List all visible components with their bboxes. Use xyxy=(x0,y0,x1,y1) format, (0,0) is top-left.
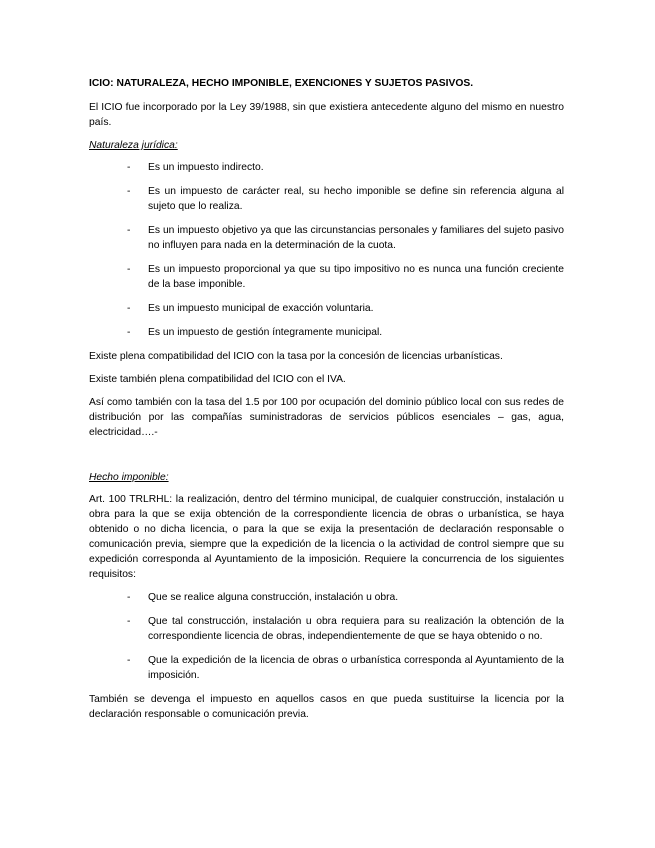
compatibility-dominio-paragraph: Así como también con la tasa del 1.5 por 100 por ocupación del dominio público local con sus redes de distribución por las compañías suministradoras de servicios públicos esenciales – gas, agua, electricidad….- xyxy=(89,397,564,438)
naturaleza-list xyxy=(89,160,564,340)
document-title: ICIO: NATURALEZA, HECHO IMPONIBLE, EXENCIONES Y SUJETOS PASIVOS. xyxy=(89,78,474,89)
dash-bullet: - xyxy=(127,162,131,173)
compatibility-iva-paragraph: Existe también plena compatibilidad del ICIO con el IVA. xyxy=(89,374,346,385)
list-item-text: Es un impuesto proporcional ya que su tipo impositivo no es nunca una función creciente de la base imponible. xyxy=(148,264,564,290)
dash-bullet: - xyxy=(127,225,131,236)
section-spacer xyxy=(89,448,564,470)
dash-bullet: - xyxy=(127,592,131,603)
list-item xyxy=(89,160,564,175)
requisitos-list xyxy=(89,590,564,683)
list-item xyxy=(89,325,564,340)
list-item xyxy=(89,301,564,316)
list-item xyxy=(89,590,564,605)
list-item-text: Es un impuesto de carácter real, su hecho imponible se define sin referencia alguna al sujeto que lo realiza. xyxy=(148,186,564,212)
list-item-text: Es un impuesto objetivo ya que las circunstancias personales y familiares del sujeto pasivo no influyen para nada en la determinación de la cuota. xyxy=(148,225,564,251)
dash-bullet: - xyxy=(127,303,131,314)
list-item-text: Que tal construcción, instalación u obra requiera para su realización la obtención de la correspondiente licencia de obras, independientemente de que se haya obtenido o no. xyxy=(148,616,564,642)
list-item-text: Es un impuesto municipal de exacción voluntaria. xyxy=(148,303,374,314)
list-item-text: Es un impuesto de gestión íntegramente municipal. xyxy=(148,327,383,338)
dash-bullet: - xyxy=(127,327,131,338)
list-item xyxy=(89,614,564,644)
list-item-text: Es un impuesto indirecto. xyxy=(148,162,264,173)
list-item xyxy=(89,184,564,214)
dash-bullet: - xyxy=(127,655,131,666)
hecho-heading: Hecho imponible: xyxy=(89,472,169,483)
naturaleza-heading: Naturaleza jurídica: xyxy=(89,140,178,151)
list-item xyxy=(89,262,564,292)
document-page xyxy=(89,76,564,730)
list-item xyxy=(89,223,564,253)
closing-paragraph: También se devenga el impuesto en aquellos casos en que pueda sustituirse la licencia por la declaración responsable o comunicación previa. xyxy=(89,694,564,720)
list-item-text: Que la expedición de la licencia de obras o urbanística corresponda al Ayuntamiento de la imposición. xyxy=(148,655,564,681)
dash-bullet: - xyxy=(127,616,131,627)
dash-bullet: - xyxy=(127,264,131,275)
compatibility-tasa-paragraph: Existe plena compatibilidad del ICIO con la tasa por la concesión de licencias urbanísticas. xyxy=(89,351,503,362)
dash-bullet: - xyxy=(127,186,131,197)
hecho-paragraph: Art. 100 TRLRHL: la realización, dentro del término municipal, de cualquier construcción, instalación u obra para la que se exija obtención de la correspondiente licencia de obras o urbanística, se haya obtenido o no dicha licencia, o para la que se exija la presentación de declaración responsable o comunicación previa, siempre que la expedición de la licencia o la actividad de control siempre que su expedición corresponda al Ayuntamiento de la imposición. Requiere la concurrencia de los siguientes requisitos: xyxy=(89,494,564,580)
list-item xyxy=(89,653,564,683)
list-item-text: Que se realice alguna construcción, instalación u obra. xyxy=(148,592,399,603)
intro-paragraph: El ICIO fue incorporado por la Ley 39/1988, sin que existiera antecedente alguno del mismo en nuestro país. xyxy=(89,102,564,128)
